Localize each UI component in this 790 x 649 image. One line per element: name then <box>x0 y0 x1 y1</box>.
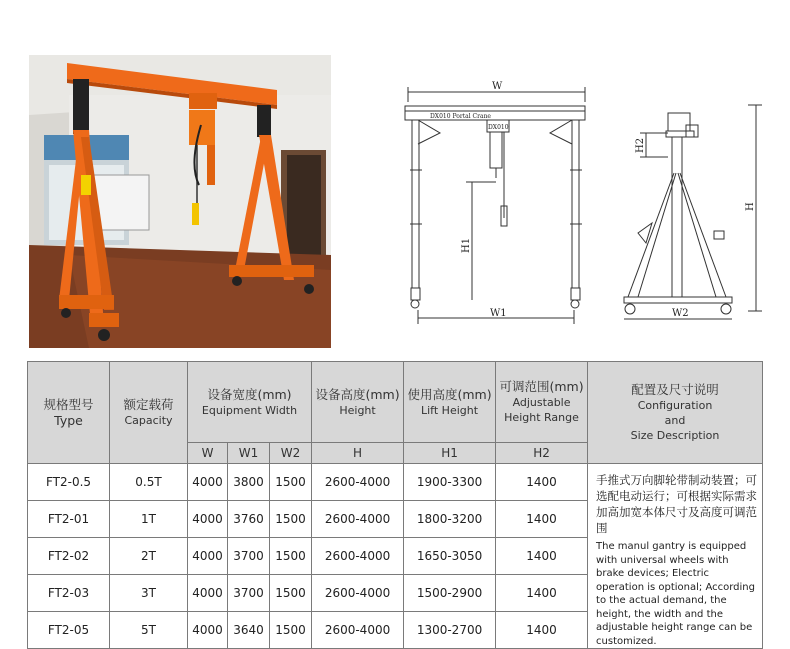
cell-capacity: 2T <box>110 538 188 575</box>
cell-w: 4000 <box>188 464 228 501</box>
cell-h: 2600-4000 <box>312 575 404 612</box>
cell-h: 2600-4000 <box>312 538 404 575</box>
cell-capacity: 1T <box>110 501 188 538</box>
cell-h2: 1400 <box>496 612 588 649</box>
header-capacity: 额定载荷 Capacity <box>110 362 188 464</box>
dim-label-h1: H1 <box>461 237 472 253</box>
cell-w2: 1500 <box>270 464 312 501</box>
cell-w: 4000 <box>188 501 228 538</box>
dim-label-w2: W2 <box>672 308 689 319</box>
cell-w1: 3800 <box>228 464 270 501</box>
cell-w: 4000 <box>188 538 228 575</box>
product-photo <box>29 55 331 348</box>
cell-h1: 1650-3050 <box>404 538 496 575</box>
cell-w2: 1500 <box>270 612 312 649</box>
cell-capacity: 5T <box>110 612 188 649</box>
cell-w2: 1500 <box>270 501 312 538</box>
cell-h1: 1500-2900 <box>404 575 496 612</box>
hoist-tag: DX010 <box>488 124 509 131</box>
cell-w: 4000 <box>188 575 228 612</box>
description-cell <box>588 464 763 649</box>
dim-label-h: H <box>745 202 756 211</box>
dim-label-h2: H2 <box>635 137 646 153</box>
subheader-h1: H1 <box>404 443 496 464</box>
header-equipment-width: 设备宽度(mm) Equipment Width <box>188 362 312 443</box>
cell-capacity: 0.5T <box>110 464 188 501</box>
cell-w1: 3700 <box>228 538 270 575</box>
cell-h1: 1800-3200 <box>404 501 496 538</box>
subheader-w: W <box>188 443 228 464</box>
cell-w1: 3760 <box>228 501 270 538</box>
cell-w1: 3700 <box>228 575 270 612</box>
cell-h: 2600-4000 <box>312 612 404 649</box>
cell-h1: 1900-3300 <box>404 464 496 501</box>
cell-capacity: 3T <box>110 575 188 612</box>
table-row <box>28 464 763 501</box>
header-adjustable-range: 可调范围(mm) Adjustable Height Range <box>496 362 588 443</box>
cell-h1: 1300-2700 <box>404 612 496 649</box>
header-type: 规格型号 Type <box>28 362 110 464</box>
front-view-drawing <box>400 78 595 326</box>
side-view-drawing <box>616 93 766 323</box>
subheader-h2: H2 <box>496 443 588 464</box>
cell-h2: 1400 <box>496 575 588 612</box>
subheader-w2: W2 <box>270 443 312 464</box>
cell-type: FT2-03 <box>28 575 110 612</box>
cell-h2: 1400 <box>496 501 588 538</box>
cell-w2: 1500 <box>270 575 312 612</box>
cell-w1: 3640 <box>228 612 270 649</box>
cell-type: FT2-0.5 <box>28 464 110 501</box>
header-lift-height: 使用高度(mm) Lift Height <box>404 362 496 443</box>
description-en: The manul gantry is equipped with universal wheels with brake devices; Electric operation is optional; According to the actual demand, the height, the width and the adjustable height range can be customized. <box>596 541 755 647</box>
cell-h: 2600-4000 <box>312 501 404 538</box>
dim-label-w1: W1 <box>490 308 507 319</box>
table-header-row <box>28 362 763 443</box>
cell-type: FT2-02 <box>28 538 110 575</box>
cell-h2: 1400 <box>496 538 588 575</box>
header-configuration: 配置及尺寸说明 Configuration and Size Description <box>588 362 763 464</box>
cell-type: FT2-05 <box>28 612 110 649</box>
subheader-w1: W1 <box>228 443 270 464</box>
dim-label-w: W <box>492 81 503 92</box>
subheader-h: H <box>312 443 404 464</box>
cell-h: 2600-4000 <box>312 464 404 501</box>
cell-type: FT2-01 <box>28 501 110 538</box>
beam-text: DX010 Portal Crane <box>430 113 491 120</box>
description-zh: 手推式万向脚轮带制动装置；可选配电动运行；可根据实际需求加高加宽本体尺寸及高度可调范围 <box>596 473 758 535</box>
cell-h2: 1400 <box>496 464 588 501</box>
header-height: 设备高度(mm) Height <box>312 362 404 443</box>
cell-w2: 1500 <box>270 538 312 575</box>
spec-table <box>27 361 763 649</box>
cell-w: 4000 <box>188 612 228 649</box>
